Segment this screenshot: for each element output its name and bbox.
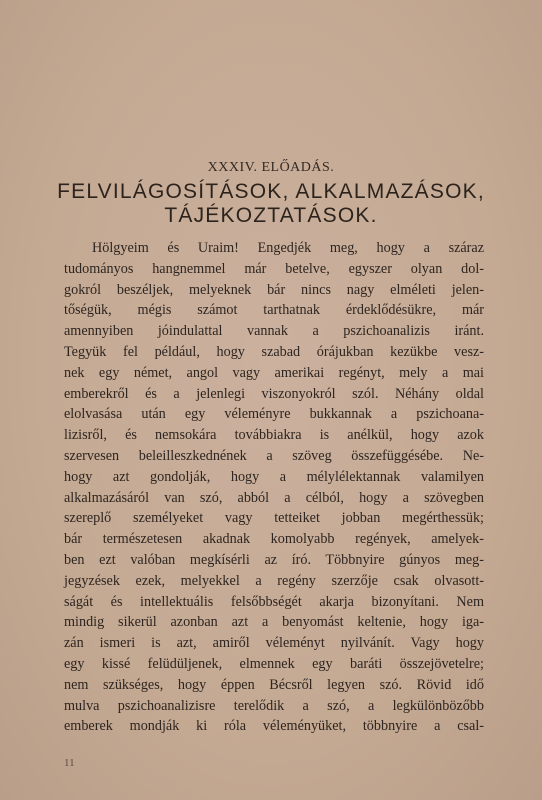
text-line: szereplő személyeket vagy tetteiket jobban megérthessük; — [64, 510, 484, 527]
text-line: szervesen beleilleszkednének a szöveg összefüggésébe. Ne- — [64, 447, 484, 464]
text-line: tudományos hangnemmel már betelve, egyszer olyan dol- — [64, 260, 484, 277]
text-line: tőségük, mégis számot tarthatnak érdeklődésükre, már — [64, 302, 484, 319]
text-line: lizisről, és nemsokára továbbiakra is anélkül, hogy azok — [64, 427, 484, 444]
page-number: 11 — [64, 757, 75, 769]
text-line: bár természetesen akadnak komolyabb regények, amelyek- — [64, 531, 484, 548]
chapter-title — [40, 180, 502, 228]
text-line: egy kissé felüdüljenek, elmennek egy baráti összejövetelre; — [64, 655, 484, 672]
text-line: jegyzések ezek, melyekkel a regény szerzője csak olvasott- — [64, 572, 484, 589]
text-line: Tegyük fel például, hogy szabad órájukban kezükbe vesz- — [64, 343, 484, 360]
body-text — [64, 238, 484, 737]
text-line: zán ismeri is azt, amiről véleményt nyilvánít. Vagy hogy — [64, 635, 484, 652]
text-line: nem szükséges, hogy éppen Bécsről legyen szó. Rövid idő — [64, 676, 484, 693]
text-line: elolvasása után egy véleményre bukkannak a pszichoana- — [64, 406, 484, 423]
text-line: alkalmazásáról van szó, abból a célból, hogy a szövegben — [64, 489, 484, 506]
text-line: mindig sikerül azonban azt a benyomást keltenie, hogy iga- — [64, 614, 484, 631]
text-line: mulva pszichoanalizisre terelődik a szó, a legkülönbözőbb — [64, 697, 484, 714]
chapter-title-line: FELVILÁGOSÍTÁSOK, ALKALMAZÁSOK, — [57, 180, 485, 203]
text-line: ben ezt valóban megkísérli az író. Többnyire gúnyos meg- — [64, 551, 484, 568]
text-line: hogy azt gondolják, hogy a mélylélektannak valamilyen — [64, 468, 484, 485]
text-line: ságát és intellektuális felsőbbségét akarja bizonyítani. Nem — [64, 593, 484, 610]
text-line: emberek mondják ki róla véleményüket, többnyire a csal- — [64, 718, 484, 735]
text-line: nek egy német, angol vagy amerikai regényt, mely a mai — [64, 364, 484, 381]
text-line: emberekről és a jelenlegi viszonyokról szól. Néhány oldal — [64, 385, 484, 402]
text-line: gokról beszéljek, melyeknek bár nincs nagy elméleti jelen- — [64, 281, 484, 298]
text-line: Hölgyeim és Uraim! Engedjék meg, hogy a száraz — [92, 240, 484, 256]
text-line: amennyiben jóindulattal vannak a pszichoanalizis iránt. — [64, 323, 484, 340]
chapter-title-line: TÁJÉKOZTATÁSOK. — [164, 204, 378, 227]
lecture-number: XXXIV. ELŐADÁS. — [207, 160, 335, 175]
